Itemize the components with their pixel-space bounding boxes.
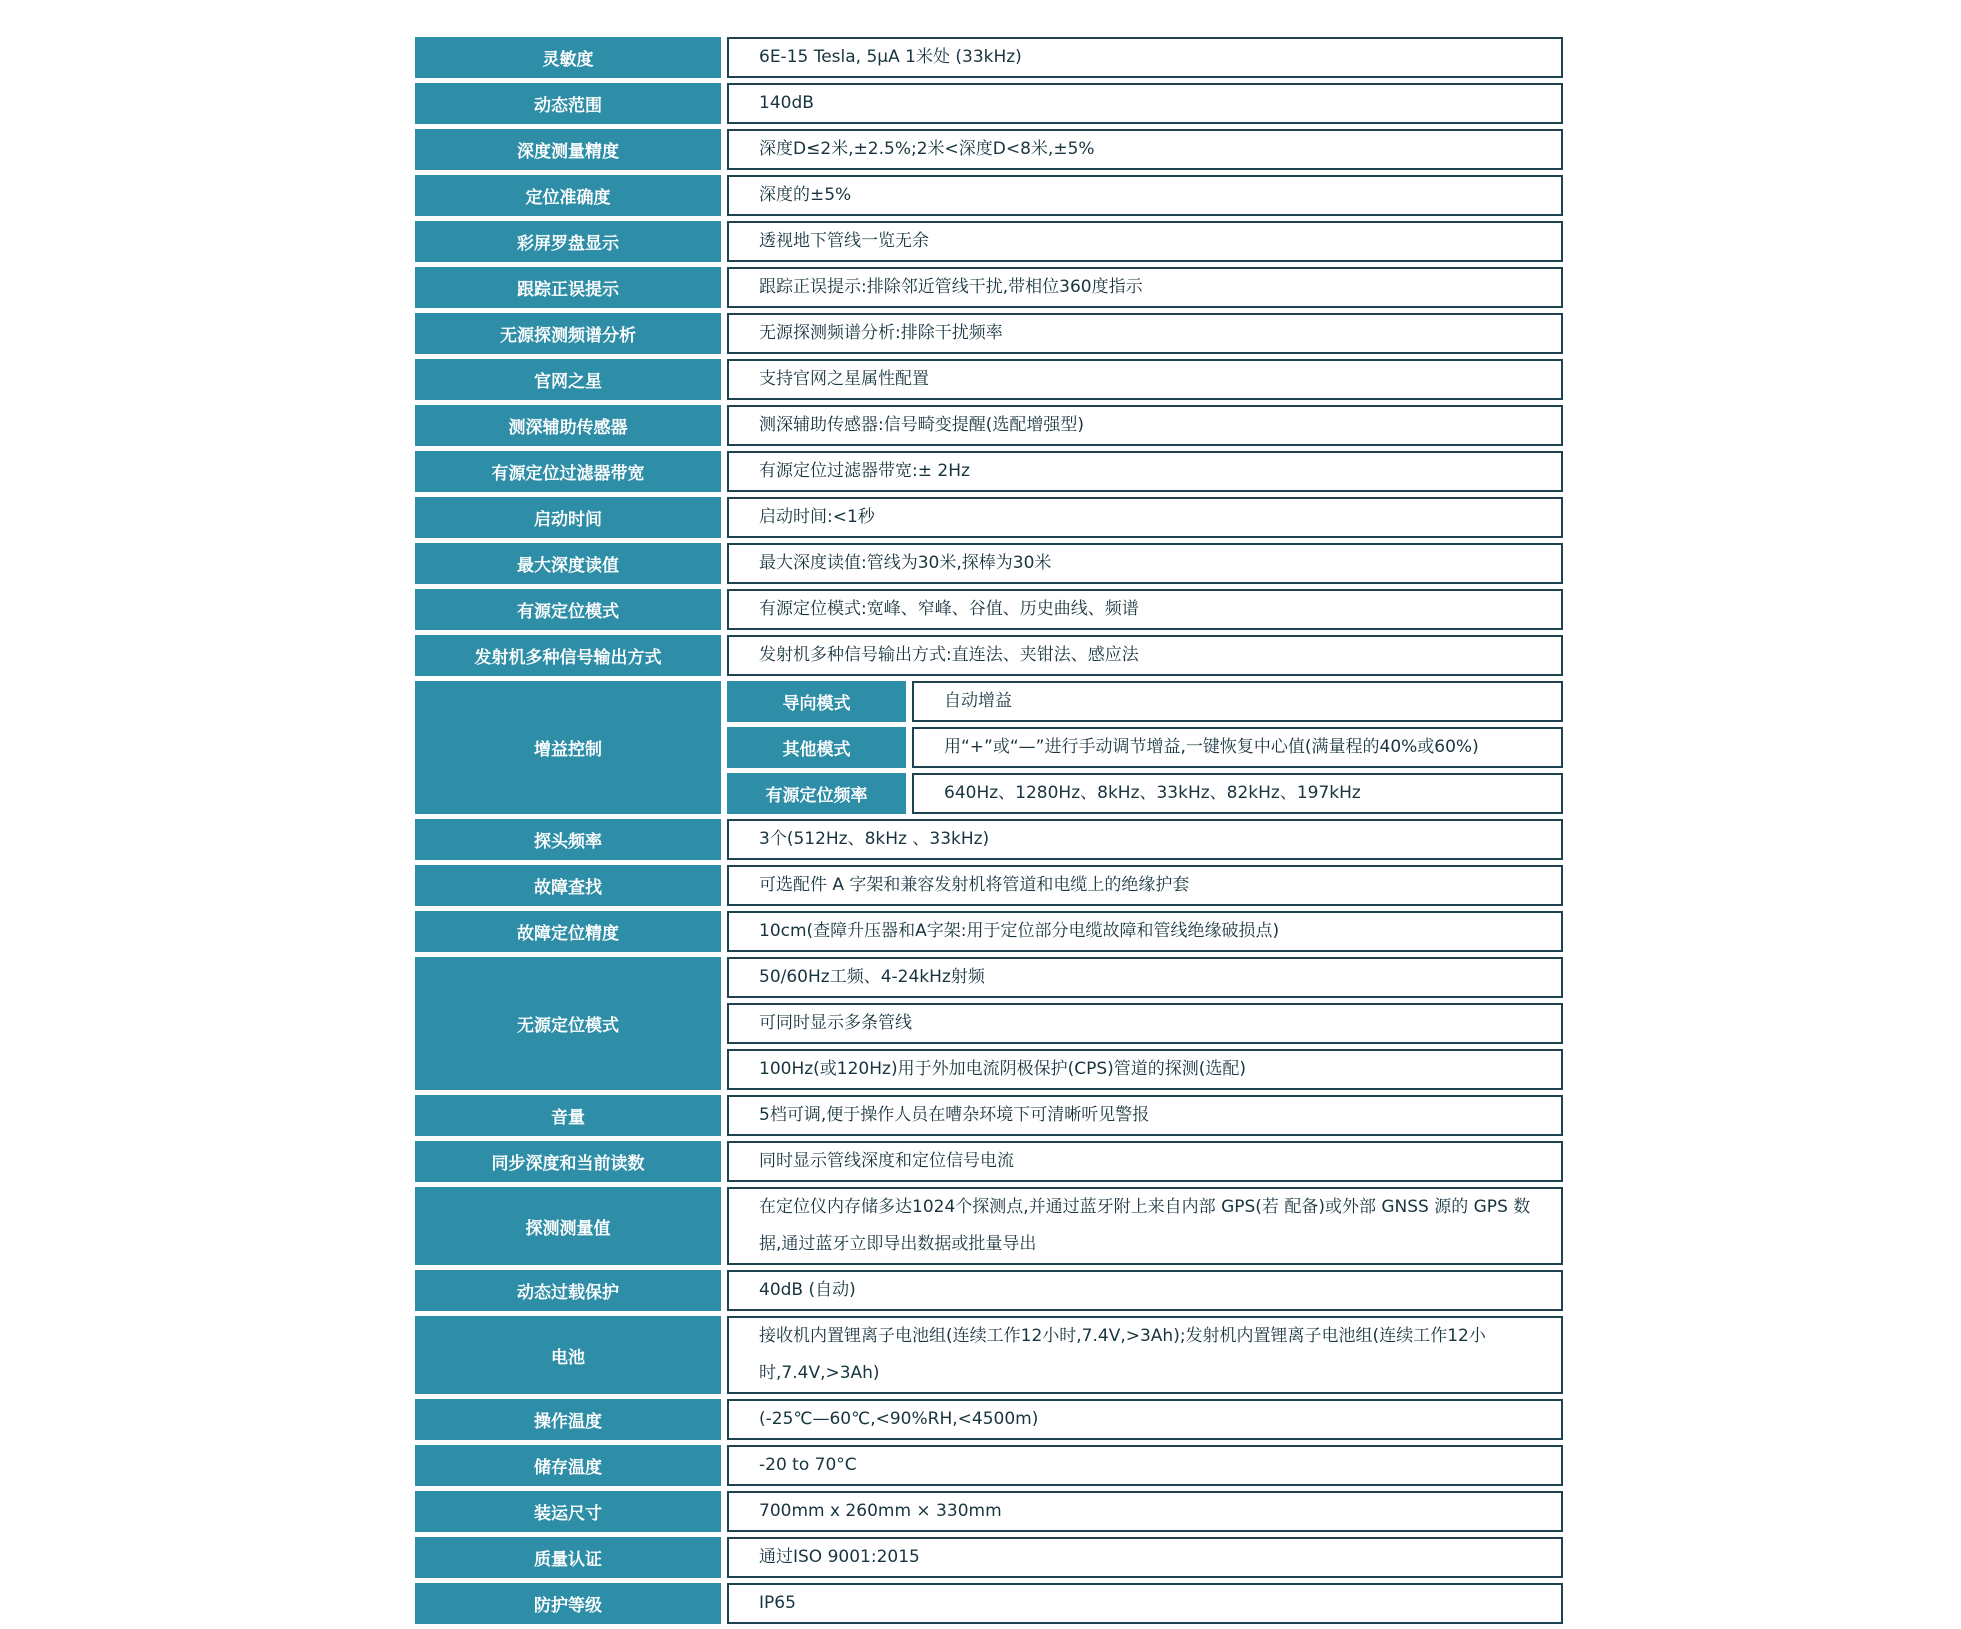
spec-value: 50/60Hz工频、4-24kHz射频 [727,957,1563,998]
spec-value: 通过ISO 9001:2015 [727,1537,1563,1578]
sub-value: 用“+”或“—”进行手动调节增益,一键恢复中心值(满量程的40%或60%) [912,727,1563,768]
spec-row [415,589,1563,630]
spec-value: 同时显示管线深度和定位信号电流 [727,1141,1563,1182]
spec-value: 可同时显示多条管线 [727,1003,1563,1044]
spec-label: 有源定位过滤器带宽 [415,451,721,492]
spec-label: 储存温度 [415,1445,721,1486]
spec-label: 最大深度读值 [415,543,721,584]
sub-value: 640Hz、1280Hz、8kHz、33kHz、82kHz、197kHz [912,773,1563,814]
spec-value: 有源定位过滤器带宽:± 2Hz [727,451,1563,492]
sub-label: 导向模式 [727,681,906,722]
spec-label: 故障查找 [415,865,721,906]
spec-label: 彩屏罗盘显示 [415,221,721,262]
spec-label: 深度测量精度 [415,129,721,170]
spec-label: 灵敏度 [415,37,721,78]
spec-row [415,1141,1563,1182]
spec-row [415,1537,1563,1578]
spec-value: 5档可调,便于操作人员在嘈杂环境下可清晰听见警报 [727,1095,1563,1136]
spec-label: 探头频率 [415,819,721,860]
spec-row [415,543,1563,584]
spec-row [415,129,1563,170]
gain-subrow [727,681,1563,722]
spec-value: 深度的±5% [727,175,1563,216]
spec-row [415,37,1563,78]
spec-row [415,1270,1563,1311]
spec-label: 装运尺寸 [415,1491,721,1532]
spec-label: 无源探测频谱分析 [415,313,721,354]
sub-value: 自动增益 [912,681,1563,722]
spec-label: 定位准确度 [415,175,721,216]
spec-value: IP65 [727,1583,1563,1624]
spec-label: 电池 [415,1316,721,1394]
spec-label: 动态过载保护 [415,1270,721,1311]
spec-row [415,451,1563,492]
spec-row [415,1491,1563,1532]
spec-label: 操作温度 [415,1399,721,1440]
spec-row [415,1187,1563,1265]
spec-value: 可选配件 A 字架和兼容发射机将管道和电缆上的绝缘护套 [727,865,1563,906]
spec-label: 防护等级 [415,1583,721,1624]
gain-subrow [727,773,1563,814]
spec-row-gain-control [415,681,1563,814]
spec-label: 故障定位精度 [415,911,721,952]
spec-value: 40dB (自动) [727,1270,1563,1311]
spec-value: 透视地下管线一览无余 [727,221,1563,262]
passive-values [727,957,1563,1090]
spec-row [415,405,1563,446]
spec-value: -20 to 70°C [727,1445,1563,1486]
spec-value: 有源定位模式:宽峰、窄峰、谷值、历史曲线、频谱 [727,589,1563,630]
spec-value: 700mm x 260mm × 330mm [727,1491,1563,1532]
spec-value: 最大深度读值:管线为30米,探棒为30米 [727,543,1563,584]
sub-label: 有源定位频率 [727,773,906,814]
spec-value: 10cm(查障升压器和A字架:用于定位部分电缆故障和管线绝缘破损点) [727,911,1563,952]
spec-row [415,267,1563,308]
spec-label: 测深辅助传感器 [415,405,721,446]
gain-subrow [727,727,1563,768]
spec-label: 跟踪正误提示 [415,267,721,308]
spec-row [415,1583,1563,1624]
spec-row-passive-modes [415,957,1563,1090]
spec-value: 6E-15 Tesla, 5μA 1米处 (33kHz) [727,37,1563,78]
spec-label: 音量 [415,1095,721,1136]
spec-row [415,1399,1563,1440]
spec-label: 动态范围 [415,83,721,124]
spec-row [415,865,1563,906]
spec-row [415,313,1563,354]
spec-value: 接收机内置锂离子电池组(连续工作12小时,7.4V,>3Ah);发射机内置锂离子电池组(连续工作12小时,7.4V,>3Ah) [727,1316,1563,1394]
spec-value: 140dB [727,83,1563,124]
spec-row [415,1445,1563,1486]
spec-label: 官网之星 [415,359,721,400]
spec-row [415,359,1563,400]
spec-label: 质量认证 [415,1537,721,1578]
spec-value: 支持官网之星属性配置 [727,359,1563,400]
gain-subrows [727,681,1563,814]
spec-label: 探测测量值 [415,1187,721,1265]
spec-row [415,1095,1563,1136]
spec-label: 发射机多种信号输出方式 [415,635,721,676]
spec-table [415,37,1563,1629]
spec-value: (-25℃—60℃,<90%RH,<4500m) [727,1399,1563,1440]
spec-label: 有源定位模式 [415,589,721,630]
spec-row [415,635,1563,676]
spec-value: 3个(512Hz、8kHz 、33kHz) [727,819,1563,860]
spec-row [415,1316,1563,1394]
spec-value: 启动时间:<1秒 [727,497,1563,538]
spec-value: 跟踪正误提示:排除邻近管线干扰,带相位360度指示 [727,267,1563,308]
spec-value: 100Hz(或120Hz)用于外加电流阴极保护(CPS)管道的探测(选配) [727,1049,1563,1090]
spec-row [415,819,1563,860]
spec-value: 发射机多种信号输出方式:直连法、夹钳法、感应法 [727,635,1563,676]
spec-row [415,911,1563,952]
spec-row [415,175,1563,216]
sub-label: 其他模式 [727,727,906,768]
spec-label: 启动时间 [415,497,721,538]
spec-label: 无源定位模式 [415,957,721,1090]
spec-label: 同步深度和当前读数 [415,1141,721,1182]
spec-row [415,83,1563,124]
spec-value: 无源探测频谱分析:排除干扰频率 [727,313,1563,354]
spec-value: 深度D≤2米,±2.5%;2米<深度D<8米,±5% [727,129,1563,170]
spec-value: 测深辅助传感器:信号畸变提醒(选配增强型) [727,405,1563,446]
spec-row [415,221,1563,262]
spec-row [415,497,1563,538]
spec-label: 增益控制 [415,681,721,814]
spec-value: 在定位仪内存储多达1024个探测点,并通过蓝牙附上来自内部 GPS(若 配备)或外部 GNSS 源的 GPS 数据,通过蓝牙立即导出数据或批量导出 [727,1187,1563,1265]
